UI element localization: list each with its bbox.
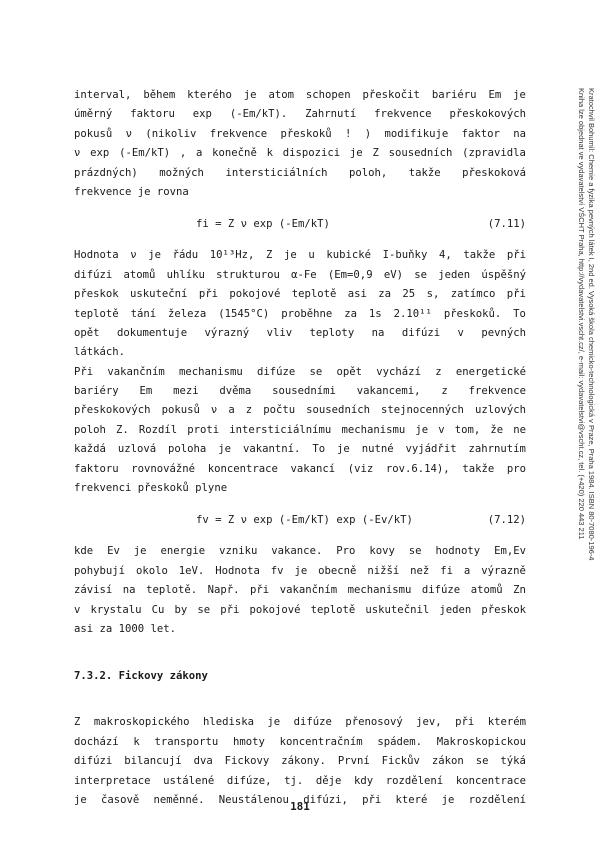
- text-line: difúzi atomů uhlíku strukturou α-Fe (Em=0,9 eV) se jeden úspěšný: [74, 268, 526, 281]
- text-line: Hodnota ν je řádu 10¹³Hz, Z je u kubické I-buňky 4, takže při: [74, 249, 526, 262]
- equation-number: (7.11): [487, 217, 526, 230]
- text-line: interval, během kterého je atom schopen přeskočit bariéru Em je: [74, 89, 526, 101]
- equation-expression: fi = Z ν exp (-Em/kT): [196, 217, 330, 230]
- margin-citation-line-1: Kratochvil Bohumil: Chemie a fyzika pevných látek I, 2nd ed. Vysoká škola chemicko-technologická v Praze, Praha 1984. ISBN 80-7080-196-4: [587, 88, 596, 561]
- text-line: faktoru rovnovážné koncentrace vakancí (viz rov.6.14), takže pro: [74, 462, 526, 475]
- paragraph-vacancy: [74, 542, 526, 639]
- text-line: frekvence je rovna: [74, 185, 189, 198]
- text-line: frekvenci přeskoků plyne: [74, 482, 228, 495]
- text-line: kde Ev je energie vzniku vakance. Pro kovy se hodnoty Em,Ev: [74, 545, 526, 558]
- text-line: opět dokumentuje výrazný vliv teploty na difúzi v pevných: [74, 326, 526, 339]
- text-line: pohybují okolo 1eV. Hodnota fv je obecně nižší než fi a výrazně: [74, 564, 526, 577]
- margin-citation-line-2: Kniha lze objednat ve vydavatelství VŠCHT Praha, http://vydavatelstvi.vscht.cz/, e-mail: vydavatelstvi@vscht.cz, tel. (+420) 220 443 211: [577, 88, 586, 540]
- text-line: interpretace ustálené difúze, tj. děje kdy rozdělení koncentrace: [74, 774, 526, 787]
- text-line: pokusů ν (nikoliv frekvence přeskoků ! ) modifikuje faktor na: [74, 127, 526, 140]
- body-text: [74, 86, 526, 810]
- paragraph-intro: [74, 86, 526, 202]
- text-line: poloh Z. Rozdíl proti intersticiálnímu mechanismu je v tom, že ne: [74, 423, 526, 436]
- text-line: v krystalu Cu by se při pokojové teplotě uskutečnil jeden přeskok: [74, 603, 526, 616]
- margin-citation: [576, 88, 596, 560]
- equation-7-12: [74, 498, 526, 542]
- paragraph-jump-rates: [74, 246, 526, 498]
- text-line: bariéry Em mezi dvěma sousedními vakancemi, z frekvence: [74, 385, 526, 398]
- text-line: úměrný faktoru exp (-Em/kT). Zahrnutí frekvence přeskokových: [74, 108, 526, 121]
- text-line: Při vakančním mechanismu difúze se opět vychází z energetické: [74, 365, 526, 378]
- text-line: difúzi bilancují dva Fickovy zákony. První Fickův zákon se týká: [74, 755, 526, 768]
- page-number: 181: [290, 800, 310, 813]
- equation-expression: fv = Z ν exp (-Em/kT) exp (-Ev/kT): [196, 513, 413, 526]
- text-line: přeskokových pokusů ν a z počtu sousedních stejnocenných uzlových: [74, 404, 526, 417]
- text-line: dochází k transportu hmoty koncentračním spádem. Makroskopickou: [74, 735, 526, 748]
- text-line: teplotě tání železa (1545°C) proběhne za 1s 2.10¹¹ přeskoků. To: [74, 307, 526, 320]
- paragraph-fick: [74, 713, 526, 810]
- equation-number: (7.12): [487, 513, 526, 526]
- text-line: látkách.: [74, 346, 126, 359]
- text-line: Z makroskopického hlediska je difúze přenosový jev, při kterém: [74, 716, 526, 729]
- text-line: prázdných) možných intersticiálních poloh, takže přeskoková: [74, 166, 526, 179]
- text-line: asi za 1000 let.: [74, 622, 177, 635]
- section-heading: 7.3.2. Fickovy zákony: [74, 669, 208, 682]
- text-line: ν exp (-Em/kT) , a konečně k dispozici je Z sousedních (zpravidla: [74, 147, 526, 160]
- text-line: každá uzlová poloha je vakantní. To je nutné vyjádřit zahrnutím: [74, 443, 526, 456]
- text-line: přeskok uskuteční při pokojové teplotě asi za 25 s, zatímco při: [74, 288, 526, 301]
- text-line: je časově neměnné. Neustálenou difúzi, při které je rozdělení: [74, 793, 526, 806]
- text-line: závisí na teplotě. Např. při vakančním mechanismu difúze atomů Zn: [74, 584, 526, 597]
- equation-7-11: [74, 202, 526, 246]
